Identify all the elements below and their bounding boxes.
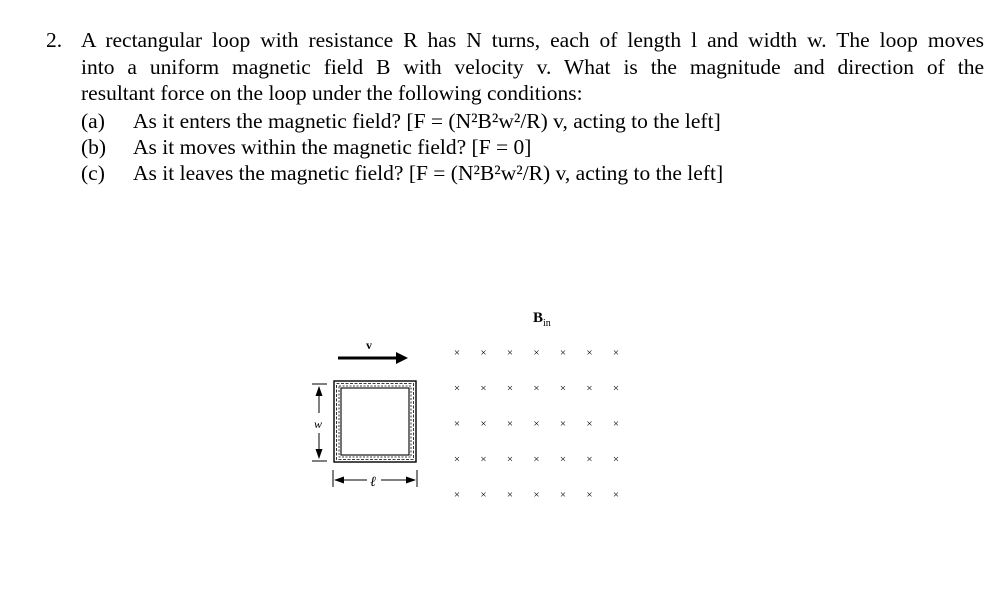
field-mark: × bbox=[480, 347, 487, 359]
field-mark: × bbox=[533, 382, 540, 395]
field-mark: × bbox=[559, 347, 567, 359]
field-mark: × bbox=[586, 489, 593, 501]
field-mark: × bbox=[453, 347, 461, 359]
part-b-label: (b) bbox=[81, 135, 107, 159]
field-mark: × bbox=[506, 382, 514, 395]
velocity-arrow bbox=[338, 352, 408, 364]
field-mark: × bbox=[480, 489, 487, 501]
length-label: ℓ bbox=[370, 475, 376, 490]
field-mark: × bbox=[612, 347, 620, 359]
field-mark: × bbox=[506, 418, 514, 430]
field-mark: × bbox=[506, 347, 514, 359]
field-mark: × bbox=[586, 453, 593, 466]
part-a bbox=[81, 108, 721, 135]
field-mark: × bbox=[612, 382, 620, 395]
field-mark: × bbox=[453, 489, 461, 501]
stem-line-1: A rectangular loop with resistance R has N turns, each of length l and width w. The loop moves bbox=[81, 28, 984, 52]
part-a-label: (a) bbox=[81, 109, 105, 133]
field-mark: × bbox=[586, 418, 593, 430]
part-b-text: As it moves within the magnetic field? [F = 0] bbox=[133, 135, 532, 159]
problem-number: 2. bbox=[46, 28, 63, 52]
field-mark: × bbox=[586, 347, 593, 359]
field-mark: × bbox=[453, 418, 461, 430]
magnetic-field-grid bbox=[454, 347, 619, 501]
field-mark: × bbox=[480, 382, 487, 395]
stem-line-3: resultant force on the loop under the following conditions: bbox=[81, 81, 583, 105]
field-mark: × bbox=[559, 489, 567, 501]
problem-stem bbox=[81, 27, 984, 107]
field-mark: × bbox=[533, 489, 540, 501]
field-mark: × bbox=[506, 489, 514, 501]
field-mark: × bbox=[533, 453, 540, 466]
field-mark: × bbox=[612, 489, 620, 501]
part-c bbox=[81, 160, 723, 187]
field-mark: × bbox=[612, 418, 620, 430]
field-mark: × bbox=[533, 347, 540, 359]
field-mark: × bbox=[559, 453, 567, 466]
field-mark: × bbox=[480, 453, 487, 466]
field-mark: × bbox=[533, 418, 540, 430]
width-dimension bbox=[312, 384, 327, 461]
width-label: w bbox=[314, 417, 323, 431]
field-mark: × bbox=[586, 382, 593, 395]
stem-line-2: into a uniform magnetic field B with velocity v. What is the magnitude and direction of the bbox=[81, 54, 984, 79]
part-b bbox=[81, 134, 531, 161]
field-mark: × bbox=[559, 382, 567, 395]
field-mark: × bbox=[453, 382, 461, 395]
length-dimension bbox=[333, 470, 417, 487]
field-label: $B_{in}$ bbox=[533, 310, 551, 329]
part-a-text: As it enters the magnetic field? [F = (N²B²w²/R) v, acting to the left] bbox=[133, 109, 721, 133]
part-c-label: (c) bbox=[81, 161, 105, 185]
field-mark: × bbox=[612, 453, 620, 466]
field-mark: × bbox=[480, 418, 487, 430]
velocity-label: v bbox=[366, 338, 372, 352]
part-c-text: As it leaves the magnetic field? [F = (N²B²w²/R) v, acting to the left] bbox=[133, 161, 724, 185]
field-mark: × bbox=[559, 418, 567, 430]
field-mark: × bbox=[453, 453, 461, 466]
field-mark: × bbox=[506, 453, 514, 466]
coil-loop bbox=[334, 381, 416, 462]
